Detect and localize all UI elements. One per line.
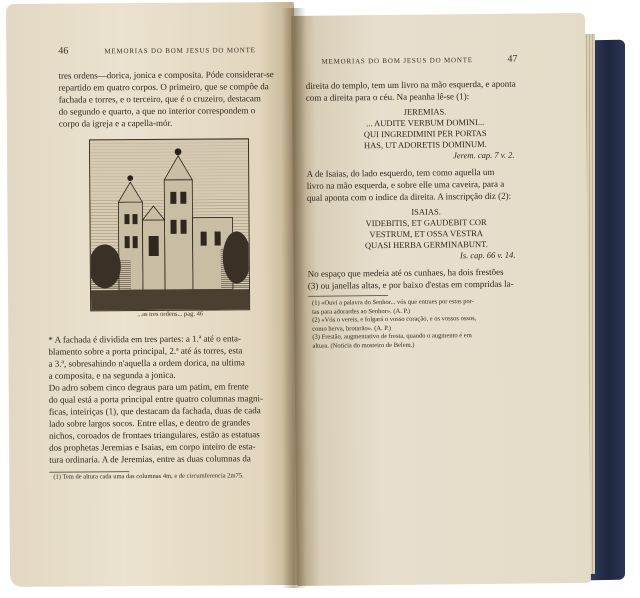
inscription-line: HAS, UT ADORETIS DOMINUM.	[363, 138, 487, 151]
text-line: tres ordens—dorica, jonica e composita. Póde considerar-se	[58, 69, 274, 81]
inscription-line: QUASI HERBA GERMINABUNT.	[364, 238, 488, 251]
right-running-head: MEMORIAS DO BOM JESUS DO MONTE	[321, 56, 473, 66]
text-line: (3) ou janellas altas, e por baixo d'estas em compridas la-	[307, 278, 514, 291]
text-line: blamento sobre a porta principal, 2.ª até ás torres, esta	[48, 345, 243, 357]
text-line: fachada e torres, e o terceiro, que é o cruzeiro, destacam	[58, 93, 261, 105]
inscription-line: JEREMIAS.	[403, 106, 447, 117]
left-running-head: MEMORIAS DO BOM JESUS DO MONTE	[104, 46, 256, 56]
text-line: dos prophetas Jeremias e Isaias, em corpo inteiro de esta-	[49, 441, 256, 453]
text-line: A de Isaias, do lado esquerdo, tem como aquella um	[306, 166, 495, 179]
right-page-number: 47	[507, 53, 518, 65]
text-line: nichos, coroados de frontaes triangulares, estão as estatuas	[48, 429, 260, 441]
text-line: corpo da igreja e a capella-mór.	[58, 117, 173, 129]
right-footnote-rule	[308, 295, 388, 297]
text-line: do segundo e quarto, a que no interior correspondem o	[58, 105, 256, 117]
text-line: do qual está a porta principal entre quatro columnas magni-	[48, 393, 263, 405]
right-footnotes	[312, 297, 545, 350]
inscription-line: VIDEBITIS, ET GAUDEBIT COR	[365, 216, 487, 229]
text-line: lado sobre largos socos. Entre ellas, e dentro de grandes	[48, 417, 250, 429]
jeremias-inscription	[306, 105, 545, 162]
text-line: Do adro sobem cinco degraus para um patim, em frente	[48, 381, 249, 393]
right-paragraph-1	[306, 77, 544, 103]
text-line: * A fachada é dividida em tres partes: a 1.ª até o enta-	[48, 333, 242, 345]
text-line: livro na mão esquerda, e sobre elle uma caveira, para a	[306, 178, 505, 191]
footnote-line: (2) «Vós o vereis, e folgará o vosso coração, e os vossos ossos,	[312, 315, 477, 324]
left-footnote: (1) Tem de altura cada uma das columnas 4m, e de circumferencia 2m75.	[53, 472, 244, 481]
inscription-line: ... AUDITE VERBUM DOMINI...	[365, 116, 485, 129]
left-bottom-paragraph	[48, 332, 293, 466]
text-line: tura ordinaria. A de Jeremias, entre as duas columnas da	[49, 453, 251, 465]
inscription-line: QUI INGREDIMINI PER PORTAS	[363, 127, 487, 140]
church-engraving	[89, 138, 250, 311]
footnote-line: (3) Frestão, augmentativo de fresta, quando o augmento é em	[312, 332, 472, 341]
church-illustration	[90, 139, 249, 310]
text-line: ficas, inteiriças (1), que destacam da fachada, duas de cada	[48, 405, 261, 417]
left-page	[6, 2, 298, 587]
footnote-line: (1) «Ouvi a palavra do Senhor... vós que entraes por estas por-	[311, 298, 475, 307]
right-paragraph-2	[307, 165, 545, 203]
right-page	[291, 13, 591, 586]
text-line: direita do templo, tem um livro na mão esquerda, e aponta	[305, 78, 516, 91]
inscription-line: VESTRUM, ET OSSA VESTRA	[369, 228, 484, 240]
text-line: No espaço que medeia até os cunhaes, ha dois frestões	[307, 266, 504, 279]
footnote-line: como herva, brotarão». (A. P.)	[312, 324, 392, 333]
left-top-paragraph	[58, 68, 288, 130]
right-paragraph-3	[308, 265, 546, 291]
inscription-line: Jerem. cap. 7 v. 2.	[453, 149, 515, 161]
text-line: qual aponta com o indice da direita. A inscripção diz (2):	[306, 190, 512, 203]
inscription-line: ISAIAS.	[411, 206, 441, 217]
text-line: a 3.ª, sobresahindo n'aquella a ordem dorica, na ultima	[48, 357, 245, 369]
left-page-number: 46	[58, 45, 69, 57]
text-line: repartido em quatro corpos. O primeiro, que se compõe da	[58, 81, 269, 93]
inscription-line: Is. cap. 66 v. 14.	[459, 249, 516, 261]
illustration-caption: ...as tres ordens... pag. 46	[137, 310, 204, 319]
gutter-shadow	[282, 8, 306, 588]
text-line: a composita, e na segunda a jonica.	[48, 369, 176, 381]
footnote-line: altura. (Noticia do mosteiro de Belem.)	[312, 341, 415, 350]
text-line: com a direita para o céu. Na peanha lê-se (1):	[305, 91, 470, 103]
footnote-line: tas para adorardes ao Senhor». (A. P.)	[312, 307, 411, 316]
isaias-inscription	[307, 205, 546, 262]
